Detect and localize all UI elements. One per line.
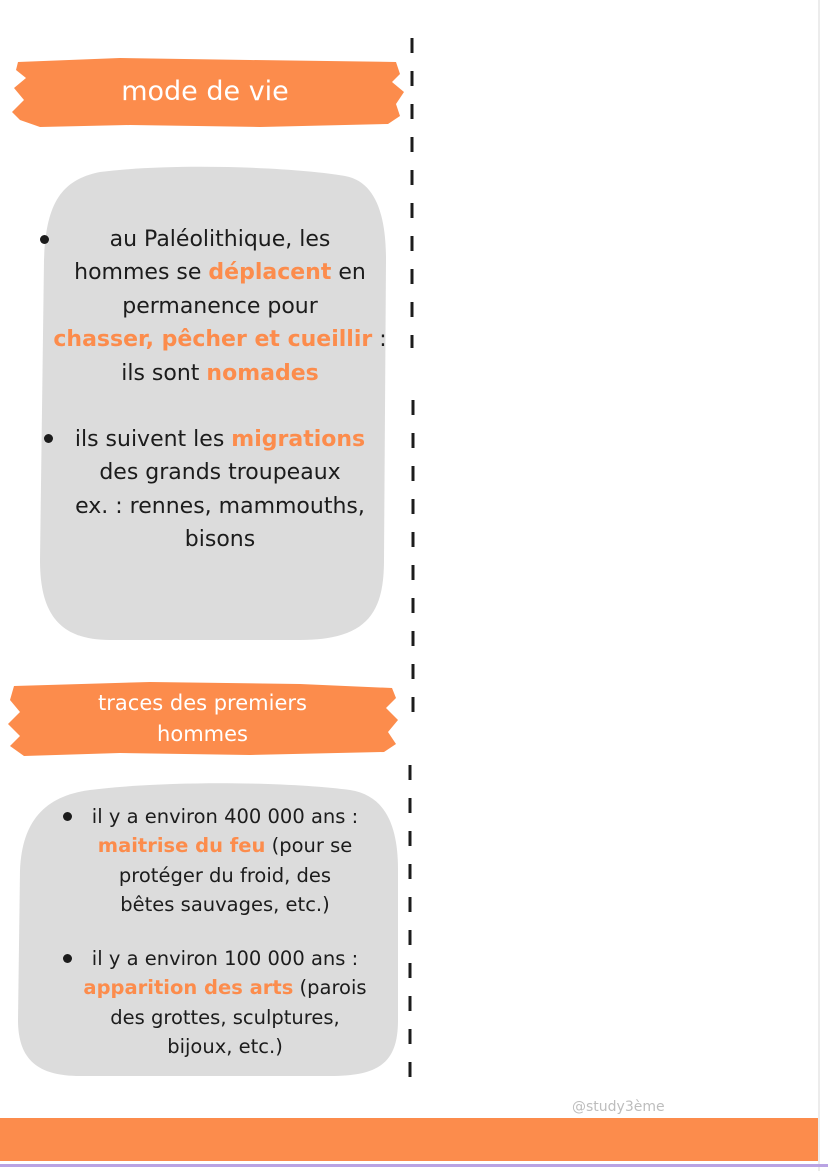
highlight-nomades: nomades bbox=[206, 360, 319, 386]
text-line: ils suivent les migrations bbox=[74, 427, 366, 452]
text-line: bisons bbox=[184, 527, 256, 553]
heading-mode-de-vie: mode de vie bbox=[121, 76, 289, 107]
text-line: bêtes sauvages, etc.) bbox=[120, 892, 330, 916]
text-line: permanence pour bbox=[122, 293, 318, 319]
text-line: chasser, pêcher et cueillir : bbox=[53, 327, 387, 353]
highlight-migrations: migrations bbox=[231, 427, 366, 452]
watermark: @study3ème bbox=[572, 1099, 665, 1115]
text-line: bijoux, etc.) bbox=[167, 1034, 283, 1058]
text-line: des grottes, sculptures, bbox=[110, 1005, 340, 1029]
highlight-chasser: chasser, pêcher et cueillir bbox=[53, 327, 373, 353]
text-line: maitrise du feu (pour se bbox=[97, 834, 353, 858]
text-line: au Paléolithique, les bbox=[109, 227, 331, 252]
text-line: hommes se déplacent en bbox=[74, 260, 366, 286]
text-line: il y a environ 100 000 ans : bbox=[91, 947, 359, 970]
text-line: il y a environ 400 000 ans : bbox=[91, 805, 359, 828]
footer-band bbox=[0, 1118, 818, 1161]
highlight-maitrise-du-feu: maitrise du feu bbox=[97, 834, 266, 858]
highlight-deplacent: déplacent bbox=[208, 260, 332, 286]
text-line: apparition des arts (parois bbox=[83, 976, 367, 1000]
text-line: ex. : rennes, mammouths, bbox=[75, 493, 365, 519]
text-line: ils sont nomades bbox=[121, 360, 319, 386]
text-line: protéger du froid, des bbox=[118, 863, 332, 887]
bullet-apparition-des-arts bbox=[55, 944, 395, 1061]
bullet-maitrise-du-feu bbox=[55, 802, 395, 919]
heading-line: hommes bbox=[157, 722, 248, 746]
footer-line bbox=[0, 1164, 828, 1167]
heading-line: traces des premiers bbox=[98, 691, 307, 715]
text-line: des grands troupeaux bbox=[99, 460, 341, 486]
highlight-apparition-des-arts: apparition des arts bbox=[83, 976, 294, 1000]
page-edge bbox=[818, 0, 820, 1171]
